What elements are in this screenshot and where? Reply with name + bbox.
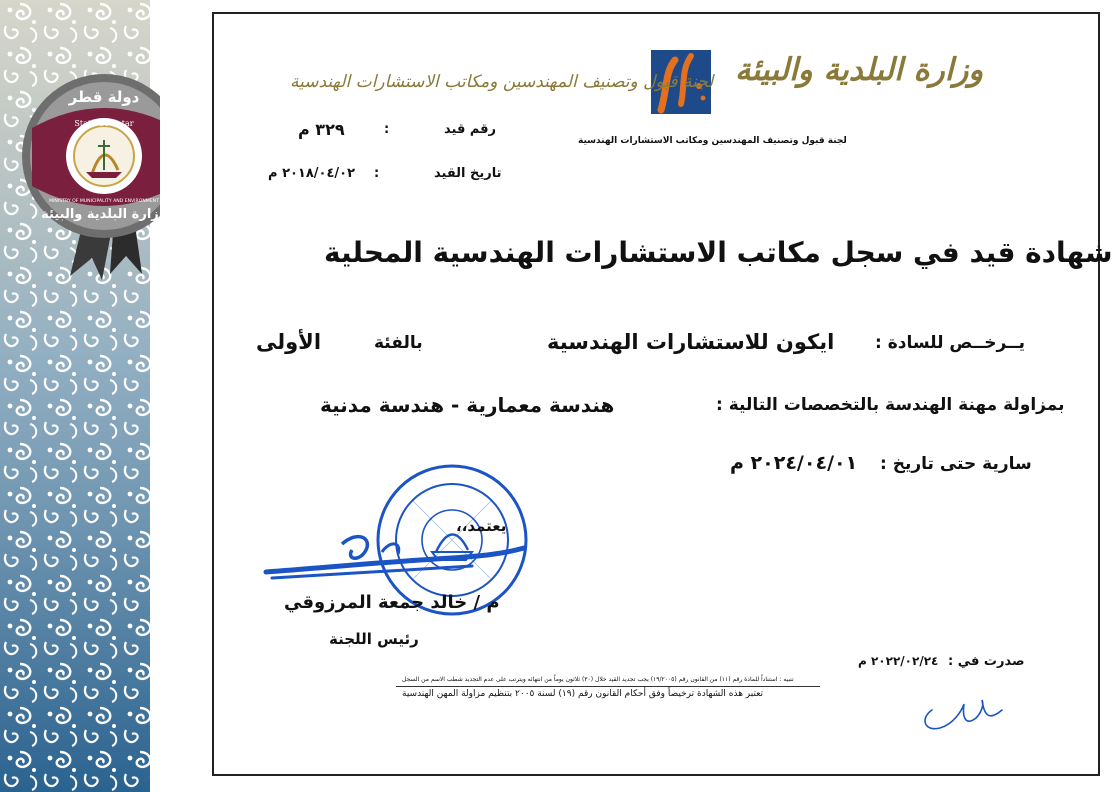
approved-label: يعتمد،، <box>456 517 507 535</box>
validity-value: ٢٠٢٤/٠٤/٠١ م <box>730 452 858 474</box>
issued-value: ٢٠٢٢/٠٢/٢٤ م <box>858 654 939 668</box>
emblem-ribbon-top: دولة قطر <box>68 88 140 106</box>
category-value: الأولى <box>256 330 322 354</box>
footer-notice: تنبيه : استناداً للمادة رقم (١١) من القانون رقم (١٩/٢٠٠٥) يجب تجديد القيد خلال (٣٠) ثلاثون يوماً من انتهائه ويترتب على عدم التجديد شطب الاسم من السجل <box>402 676 794 683</box>
signatory-name: م / خالد جمعة المرزوقي <box>284 592 500 613</box>
ministry-name: وزارة البلدية والبيئة <box>735 52 984 88</box>
registration-number-value: ٣٢٩ م <box>298 120 345 139</box>
issued-label: صدرت في : <box>948 654 1025 669</box>
footer-rule <box>396 686 820 687</box>
committee-caption: لجنة قبول وتصنيف المهندسين ومكاتب الاستشارات الهندسية <box>578 136 847 146</box>
specialties-value: هندسة معمارية - هندسة مدنية <box>320 393 615 417</box>
side-ornament-border <box>0 0 167 792</box>
committee-calligraphy: لجنة قبول وتصنيف المهندسين ومكاتب الاستشارات الهندسية <box>290 72 714 92</box>
specialties-label: بمزاولة مهنة الهندسة بالتخصصات التالية : <box>716 395 1065 415</box>
registration-date-colon: : <box>374 166 380 181</box>
signatory-title: رئيس اللجنة <box>329 630 419 648</box>
chairman-signature-mark <box>918 696 1014 736</box>
emblem-ribbon-bottom: وزارة البلدية والبيئة <box>41 207 167 222</box>
emblem-ring-text: State Of Qatar <box>74 119 134 128</box>
registration-number-colon: : <box>384 122 390 137</box>
registration-date-label: تاريخ القيد <box>434 166 502 181</box>
category-label: بالفئة <box>374 333 423 353</box>
registration-date-value: ٢٠١٨/٠٤/٠٢ م <box>268 166 356 181</box>
signature-mark <box>262 528 562 598</box>
registration-number-label: رقم قيد <box>444 122 497 137</box>
validity-label: سارية حتى تاريخ : <box>880 454 1032 474</box>
certificate-title: شهادة قيد في سجل مكاتب الاستشارات الهندسية المحلية <box>324 236 1113 269</box>
licensee-value: ايكون للاستشارات الهندسية <box>547 330 835 354</box>
footer-law-note: تعتبر هذه الشهادة ترخيصاً وفق أحكام القانون رقم (١٩) لسنة ٢٠٠٥ بتنظيم مزاولة المهن الهندسية <box>402 689 764 699</box>
emblem-ring-text-bottom: MINISTRY OF MUNICIPALITY AND ENVIRONMENT <box>49 199 159 204</box>
qatar-ministry-emblem <box>14 68 167 288</box>
licensee-label: يــرخــص للسادة : <box>875 333 1026 353</box>
